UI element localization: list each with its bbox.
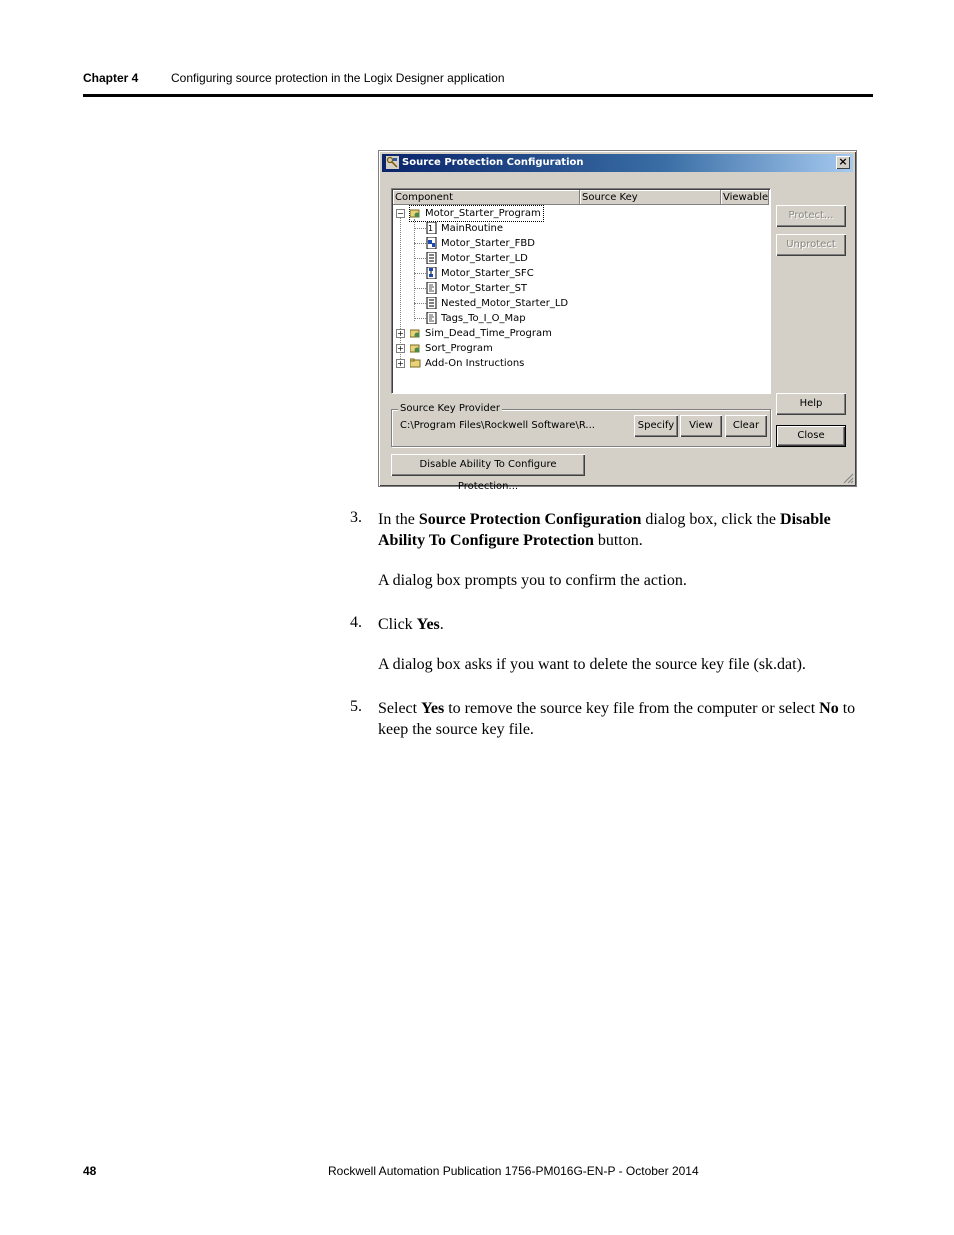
- column-header-source-key[interactable]: Source Key: [580, 190, 721, 205]
- step-text-run: to keep the source key file.: [378, 700, 856, 738]
- close-icon[interactable]: ×: [836, 156, 850, 169]
- expand-icon[interactable]: +: [397, 344, 404, 353]
- dialog-name-emphasis: Source Protection Configuration: [418, 511, 642, 528]
- step-text-run: .: [439, 616, 444, 633]
- ld-routine-icon: [426, 252, 437, 264]
- yes-emphasis: Yes: [416, 616, 440, 633]
- help-button[interactable]: Help: [776, 393, 846, 415]
- tree-item-motor-starter-sfc[interactable]: [426, 266, 534, 281]
- st-routine-icon: [426, 312, 437, 324]
- tree-line: [414, 303, 426, 304]
- step-text-run: In the: [378, 511, 419, 528]
- specify-button[interactable]: Specify: [634, 415, 678, 437]
- tree-item-label: Tags_To_I_O_Map: [441, 313, 526, 324]
- header-rule: [83, 94, 873, 97]
- tree-item-motor-starter-ld[interactable]: [426, 251, 528, 266]
- key-app-icon: [386, 156, 399, 169]
- step-3-text: [378, 509, 856, 551]
- step-number: 5.: [350, 698, 362, 715]
- step-4-note: A dialog box asks if you want to delete the source key file (sk.dat).: [378, 656, 806, 673]
- tree-item-motor-starter-st[interactable]: [426, 281, 527, 296]
- step-text-run: Select: [378, 700, 422, 717]
- chapter-label: Chapter 4: [83, 71, 139, 85]
- program-folder-icon: [410, 342, 421, 354]
- fbd-routine-icon: [426, 237, 437, 249]
- step-text-run: dialog box, click the: [641, 511, 781, 528]
- tree-item-sim-dead-time-program[interactable]: [410, 326, 552, 341]
- folder-icon: [410, 357, 421, 369]
- tree-line: [414, 258, 426, 259]
- tree-item-nested-motor-starter-ld[interactable]: [426, 296, 568, 311]
- tree-item-motor-starter-fbd[interactable]: [426, 236, 535, 251]
- tree-item-label: Add-On Instructions: [425, 358, 525, 369]
- dialog-titlebar: [382, 154, 853, 172]
- dialog-title: Source Protection Configuration: [402, 157, 584, 168]
- tree-line: [414, 288, 426, 289]
- view-button[interactable]: View: [680, 415, 722, 437]
- unprotect-button[interactable]: Unprotect: [776, 234, 846, 256]
- protect-button[interactable]: Protect...: [776, 205, 846, 227]
- tree-item-label: Motor_Starter_SFC: [441, 268, 534, 279]
- tree-line: [414, 228, 426, 229]
- page-number: 48: [83, 1164, 97, 1178]
- step-4-text: [378, 614, 856, 635]
- step-number: 3.: [350, 509, 362, 526]
- source-protection-dialog: [378, 150, 857, 492]
- tree-item-add-on-instructions[interactable]: [410, 356, 524, 371]
- tree-line: [414, 219, 415, 321]
- resize-grip-icon[interactable]: [843, 473, 854, 484]
- tree-line: [414, 318, 426, 319]
- main-routine-icon: [426, 222, 437, 234]
- component-tree[interactable]: [391, 188, 771, 394]
- tree-item-label: Sim_Dead_Time_Program: [425, 328, 552, 339]
- collapse-icon[interactable]: −: [397, 209, 404, 218]
- tree-item-label: Sort_Program: [425, 343, 493, 354]
- tree-item-main-routine[interactable]: [426, 221, 503, 236]
- svg-text:1: 1: [428, 224, 434, 233]
- running-header-title: Configuring source protection in the Logix Designer application: [171, 71, 505, 85]
- column-header-viewable[interactable]: Viewable: [723, 192, 769, 203]
- source-key-provider-group: [391, 403, 771, 447]
- tree-item-tags-to-io-map[interactable]: [426, 311, 526, 326]
- no-emphasis: No: [819, 700, 839, 717]
- program-folder-icon: [410, 327, 421, 339]
- source-key-provider-label: Source Key Provider: [400, 403, 501, 414]
- step-number: 4.: [350, 614, 362, 631]
- tree-item-label: Motor_Starter_ST: [441, 283, 528, 294]
- sfc-routine-icon: [426, 267, 437, 279]
- tree-item-label: Motor_Starter_FBD: [441, 238, 535, 249]
- step-3-note: A dialog box prompts you to confirm the action.: [378, 572, 687, 589]
- tree-item-label: Nested_Motor_Starter_LD: [441, 298, 569, 309]
- publication-info: Rockwell Automation Publication 1756-PM016G-EN-P - October 2014: [328, 1164, 699, 1178]
- step-5-text: [378, 698, 862, 740]
- source-key-path: C:\Program Files\Rockwell Software\R...: [400, 420, 595, 431]
- tree-line: [414, 243, 426, 244]
- column-header-component[interactable]: Component: [393, 190, 580, 205]
- button-name-emphasis: Disable Ability To Configure Protection: [378, 511, 831, 549]
- tree-item-label: Motor_Starter_LD: [441, 253, 528, 264]
- tree-item-sort-program[interactable]: [410, 341, 493, 356]
- tree-item-motor-starter-program[interactable]: [410, 206, 543, 221]
- clear-button[interactable]: Clear: [725, 415, 767, 437]
- ld-routine-icon: [426, 297, 437, 309]
- step-text-run: button.: [593, 532, 643, 549]
- expand-icon[interactable]: +: [397, 359, 404, 368]
- program-folder-icon: [410, 207, 421, 219]
- yes-emphasis: Yes: [421, 700, 445, 717]
- tree-item-label: MainRoutine: [441, 223, 504, 234]
- step-text-run: Click: [378, 616, 417, 633]
- tree-line: [414, 273, 426, 274]
- close-button[interactable]: Close: [776, 425, 846, 447]
- st-routine-icon: [426, 282, 437, 294]
- tree-item-label: Motor_Starter_Program: [425, 208, 541, 219]
- expand-icon[interactable]: +: [397, 329, 404, 338]
- disable-ability-button[interactable]: Disable Ability To Configure Protection...: [391, 454, 585, 476]
- step-text-run: to remove the source key file from the computer or select: [444, 700, 820, 717]
